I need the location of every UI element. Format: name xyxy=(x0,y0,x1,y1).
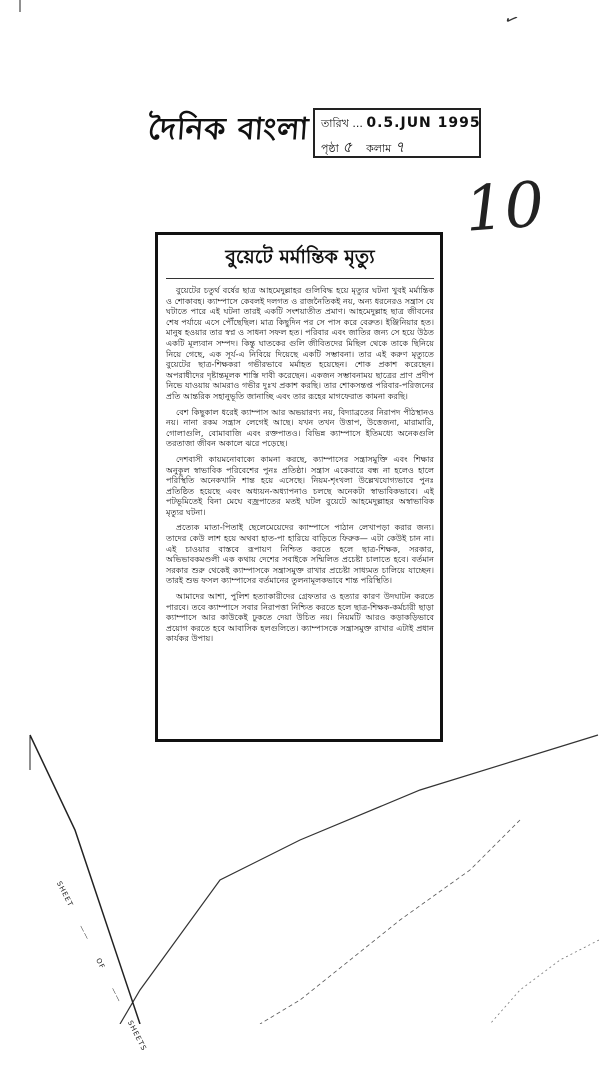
column-value: ৭ xyxy=(394,138,405,156)
date-stamp xyxy=(313,108,481,158)
date-label: তারিখ ... xyxy=(321,117,363,130)
sheet-margin-note: SHEET —— OF —— SHEETS xyxy=(54,880,149,1053)
pen-tick-mark: ✓ xyxy=(501,7,523,32)
newspaper-masthead: দৈনিক বাংলা xyxy=(146,112,311,147)
article-paragraph-2: বেশ কিছুকাল ধরেই ক্যাম্পাস আর অভয়ারণ্য নয়, বিদ্যাব্রতের নিরাপদ পীঠস্থানও নয়। নানা রকম সন্ত্রাস লেগেই আছে। যখন তখন উত্তাপ, উত্তেজনা, মারামারি, গোলাগুলি, বোমাবাজি এবং রক্তপাতও। বিভিন্ন ক্যাম্পাসে ইতিমধ্যে অনেকগুলি তরতাজা জীবন অকালে ঝরে পড়েছে। xyxy=(166,406,434,449)
article-paragraph-5: আমাদের আশা, পুলিশ হত্যাকারীদের গ্রেফতার ও হত্যার কারণ উদঘাটন করতে পারবে। তবে ক্যাম্পাসে সবার নিরাপত্তা নিশ্চিত করতে হলে ছাত্র-শিক্ষক-কর্মচারী ছাড়া ক্যাম্পাসে আর কাউকেই ঢুকতে দেয়া উচিত নয়। নিয়মটি আরও কড়াকড়িভাবে প্রয়োগ করতে হবে আবাসিক হলগুলিতে। ক্যাম্পাসকে সন্ত্রাসমুক্ত রাখার এটাই প্রধান কার্যকর উপায়। xyxy=(166,591,434,644)
sheet-label: SHEET xyxy=(54,880,75,909)
article-paragraph-3: দেশবাসী কায়মনোবাক্যে কামনা করছে, ক্যাম্পাসের সন্ত্রাসমুক্তি এবং শিক্ষার অনুকূল স্বাভাবিক পরিবেশের পুনঃ প্রতিষ্ঠা। সন্ত্রাস একেবারে বন্ধ না হলেও হালে পরিস্থিতি অনেকখানি শান্ত হয়ে এসেছে। নিয়ম-শৃংখলা উল্লেখযোগ্যভাবে পুনঃ প্রতিষ্ঠিত হয়েছে এবং অধ্যয়ন-অধ্যাপনাও চলছে অনেকটা স্বাভাবিকভাবে। এই পটভূমিতেই বিনা মেঘে বজ্রপাতের মতই ঘটল বুয়েটে আহমেদুল্লাহর অস্বাভাবিক মৃত্যুর ঘটনা। xyxy=(166,453,434,517)
of-label: OF xyxy=(94,956,107,971)
page-value: ৫ xyxy=(342,138,353,156)
page-label: পৃষ্ঠা xyxy=(321,142,339,155)
handwritten-page-number: 10 xyxy=(462,167,547,246)
article-headline: বুয়েটে মর্মান্তিক মৃত্যু xyxy=(166,243,434,279)
date-value: 0.5.JUN 1995 xyxy=(366,115,481,131)
newspaper-clipping xyxy=(155,232,443,742)
article-paragraph-1: বুয়েটের চতুর্থ বর্ষের ছাত্র আহমেদুল্লাহর গুলিবিদ্ধ হয়ে মৃত্যুর ঘটনা খুবই মর্মান্তিক ও শোকাবহ। ক্যাম্পাসে কেবলই দলগত ও রাজনৈতিকই নয়, অন্য ধরনেরও সন্ত্রাস যে ঘটাতে পারে এই ঘটনা তারই একটি সংশয়াতীত প্রমাণ। আহমেদুল্লাহ ছাত্র জীবনের শেষ পর্যায়ে এসে পৌঁছেছিল। মাত্র কিছুদিন পর সে পাস করে বেরুত। ইঞ্জিনিয়ার হত। মানুষ হওয়ার তার স্বপ্ন ও সাধনা সফল হত। পরিবার এবং জাতির জন্য সে হয়ে উঠত একটি মূল্যবান সম্পদ। কিন্তু ঘাতকের গুলি জীবিতদের মিছিল থেকে তাকে ছিনিয়ে নিয়ে গেছে, এক সূর্য-এ নিবিয়ে দিয়েছে একটি সম্ভাবনা। তার এই করুণ মৃত্যুতে বুয়েটের ছাত্র-শিক্ষকরা গভীরভাবে মর্মাহত হয়েছেন। শোক প্রকাশ করেছেন। অপরাধীদের দৃষ্টান্তমূলক শাস্তি দাবী করেছেন। একজন সম্ভাবনাময় ছাত্রের প্রাণ প্রদীপ নিভে যাওয়ায় আমরাও গভীর দুঃখ প্রকাশ করছি। তার শোকসন্তপ্ত পরিবার-পরিজনের প্রতি আন্তরিক সহানুভূতি জানাচ্ছি এবং তার রূহের মাগফেরাত কামনা করছি। xyxy=(166,285,434,401)
column-label: কলাম xyxy=(366,142,392,155)
sheets-label: SHEETS xyxy=(125,1019,149,1053)
article-paragraph-4: প্রত্যেক মাতা-পিতাই ছেলেমেয়েদের ক্যাম্পাসে পাঠান লেখাপড়া করার জন্য। তাদের কেউ লাশ হয়ে অথবা হাত-পা হারিয়ে বাড়িতে ফিরুক— এটা কেউই চান না। এই চাওয়ার বাস্তবে রূপায়ণ নিশ্চিত করতে হলে ছাত্র-শিক্ষক, সরকার, অভিভাবকমণ্ডলী এক কথায় দেশের সবাইকে সম্মিলিত প্রচেষ্টা চালাতে হবে। বর্তমান সরকার শুরু থেকেই ক্যাম্পাসকে সন্ত্রাসমুক্ত রাখার প্রচেষ্টা সাধ্যমত চালিয়ে যাচ্ছেন। তারই শুভ ফসল ক্যাম্পাসের বর্তমানের তুলনামূলকভাবে শান্ত পরিস্থিতি। xyxy=(166,522,434,586)
